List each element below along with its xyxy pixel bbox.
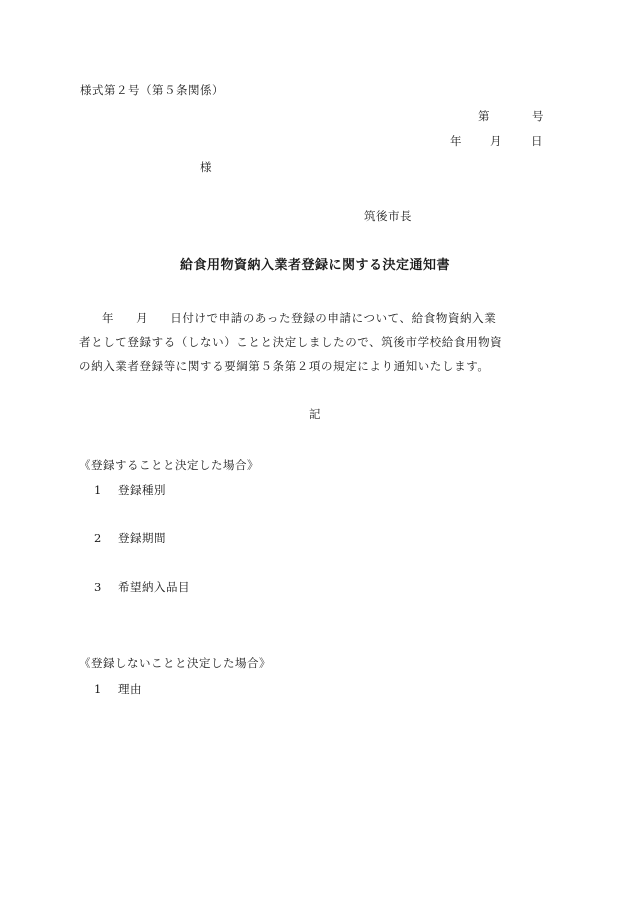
register-item-type: [94, 482, 166, 498]
date-day: 日: [531, 134, 543, 148]
item-number: 1: [94, 682, 102, 696]
body-line3: の納入業者登録等に関する要綱第５条第２項の規定により通知いたします。: [79, 359, 490, 373]
document-title: 給食用物資納入業者登録に関する決定通知書: [179, 258, 450, 273]
date-year: 年: [450, 134, 462, 148]
notice-body: [79, 306, 549, 378]
body-year: 年: [102, 311, 115, 325]
form-label: 様式第２号（第５条関係）: [80, 83, 224, 97]
item-label: 希望納入品目: [118, 580, 190, 594]
reject-section-heading: 《登録しないことと決定した場合》: [79, 656, 271, 670]
item-number: 1: [94, 483, 102, 497]
date-line: [450, 133, 543, 149]
date-month: 月: [490, 134, 502, 148]
ki-marker: 記: [309, 407, 321, 421]
number-dai: 第: [478, 109, 490, 123]
body-line1: 日付けで申請のあった登録の申請について、給食物資納入業: [170, 311, 497, 325]
item-number: 3: [94, 580, 102, 594]
item-label: 登録期間: [118, 531, 166, 545]
item-label: 理由: [118, 682, 142, 696]
body-month: 月: [136, 311, 149, 325]
reject-item-reason: [94, 681, 142, 697]
register-item-period: [94, 530, 166, 546]
number-go: 号: [532, 109, 544, 123]
item-number: 2: [94, 531, 102, 545]
document-number-line: [478, 108, 544, 124]
register-section-heading: 《登録することと決定した場合》: [79, 458, 259, 472]
addressee-honorific: 様: [200, 160, 212, 174]
register-item-goods: [94, 579, 190, 595]
item-label: 登録種別: [118, 483, 166, 497]
issuer-name: 筑後市長: [364, 209, 412, 223]
body-line2: 者として登録する（しない）ことと決定しましたので、筑後市学校給食用物資: [79, 335, 503, 349]
